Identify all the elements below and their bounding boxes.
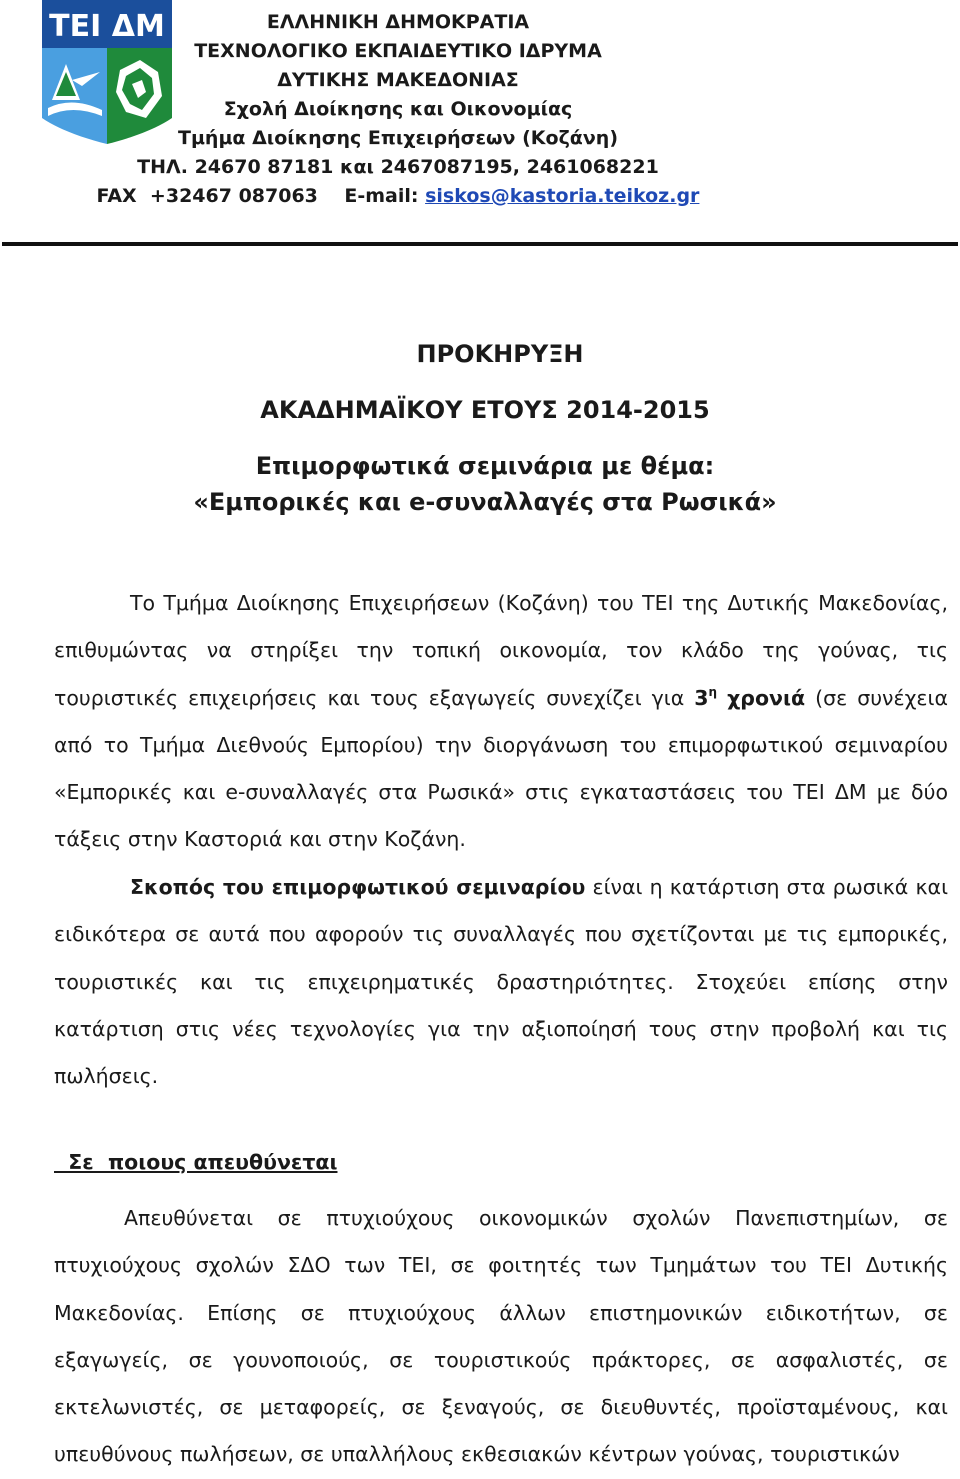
logo-text: ΤΕΙ ΔΜ <box>49 9 165 44</box>
school-line: Σχολή Διοίκησης και Οικονομίας <box>223 98 573 120</box>
announcement-title: ΠΡΟΚΗΡΥΞΗ <box>416 340 584 368</box>
purpose-heading: Σκοπός του επιμορφωτικού σεμιναρίου <box>130 875 586 899</box>
audience-text: Απευθύνεται σε πτυχιούχους οικονομικών σχολών Πανεπιστημίων, σε πτυχιούχους σχολών ΣΔΟ των ΤΕΙ, σε φοιτητές των Τμημάτων του ΤΕΙ Δυτικής Μακεδονίας. Επίσης σε πτυχιούχους άλλων επιστημονικών ειδικοτήτων, σε εξαγωγείς, σε γουνοποιούς, σε τουριστικούς πράκτορες, σε ασφαλιστές, σε εκτελωνιστές, σε μεταφορείς, σε ξεναγούς, σε διευθυντές, προϊσταμένους, και υπευθύνους πωλήσεων, σε υπαλλήλους εκθεσιακών κέντρων γούνας, τουριστικών <box>54 1206 948 1467</box>
intro-text-1: Το Τμήμα Διοίκησης Επιχειρήσεων (Κοζάνη) του ΤΕΙ της Δυτικής Μακεδονίας, επιθυμώντας να στηρίξει την τοπική οικονομία, τον κλάδο της γούνας, τις τουριστικές επιχειρήσεις και τους εξαγωγείς συνεχίζει για <box>54 591 948 710</box>
purpose-paragraph <box>54 864 948 1100</box>
seminar-title: «Εμπορικές και e-συναλλαγές στα Ρωσικά» <box>193 488 777 516</box>
region-line: ΔΥΤΙΚΗΣ ΜΑΚΕΔΟΝΙΑΣ <box>277 69 519 91</box>
header-divider <box>2 242 958 246</box>
audience-heading: Σε ποιους απευθύνεται <box>54 1150 338 1174</box>
academic-year-title: ΑΚΑΔΗΜΑΪΚΟΥ ΕΤΟΥΣ 2014-2015 <box>260 396 710 424</box>
ordinal-number: 3 <box>694 685 709 710</box>
ordinal-suffix: η <box>708 684 718 699</box>
subject-title: Επιμορφωτικά σεμινάρια με θέμα: <box>255 452 715 480</box>
audience-paragraph <box>54 1195 948 1479</box>
intro-paragraph <box>54 580 948 864</box>
intro-bold-word: χρονιά <box>727 685 806 710</box>
country-line: ΕΛΛΗΝΙΚΗ ΔΗΜΟΚΡΑΤΙΑ <box>266 11 530 33</box>
institution-line: ΤΕΧΝΟΛΟΓΙΚΟ ΕΚΠΑΙΔΕΥΤΙΚΟ ΙΔΡΥΜΑ <box>194 40 602 62</box>
purpose-text: είναι η κατάρτιση στα ρωσικά και ειδικότερα σε αυτά που αφορούν τις συναλλαγές που σχετίζονται με τις εμπορικές, τουριστικές και τις επιχειρηματικές δραστηριότητες. Στοχεύει επίσης στην κατάρτιση στις νέες τεχνολογίες για την αξιοποίησή τους στην προβολή και τις πωλήσεις. <box>54 875 949 1089</box>
fax-email-line <box>0 182 818 211</box>
department-line: Τμήμα Διοίκησης Επιχειρήσεων (Κοζάνη) <box>177 127 618 149</box>
phone-line: ΤΗΛ. 24670 87181 και 2467087195, 2461068221 <box>137 156 659 178</box>
email-link[interactable]: siskos@kastoria.teikoz.gr <box>425 185 700 207</box>
fax-label: FAX +32467 087063 E-mail: <box>96 185 426 207</box>
intro-text-2: (σε συνέχεια από το Τμήμα Διεθνούς Εμπορίου) την διοργάνωση του επιμορφωτικού σεμιναρίου «Εμπορικές και e-συναλλαγές στα Ρωσικά» στις εγκαταστάσεις του ΤΕΙ ΔΜ με δύο τάξεις στην Καστοριά και στην Κοζάνη. <box>54 685 948 852</box>
